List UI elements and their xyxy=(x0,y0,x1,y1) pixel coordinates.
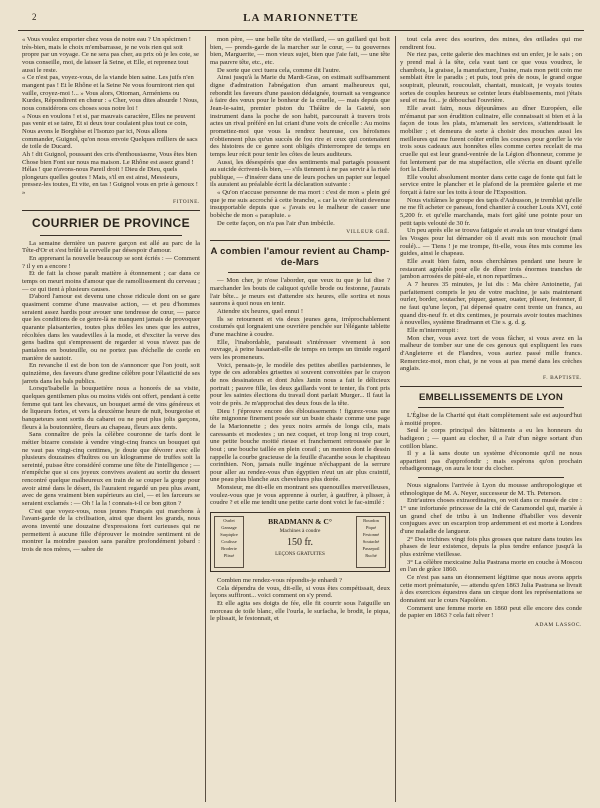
column-divider xyxy=(395,36,396,802)
paragraph: De cette façon, on n'a pas l'air d'un imbécile. xyxy=(217,219,335,227)
paragraph: tout cela avec des sourires, des mines, des œillades qui me rendirent fou. xyxy=(400,36,582,51)
paragraph: L'Église de la Charité qui était complètement sale est aujourd'hui à moitié propre. xyxy=(400,411,582,427)
author-signature: FITOINE. xyxy=(172,198,200,205)
poem-block xyxy=(22,36,200,197)
heading-rule xyxy=(40,235,182,236)
paragraph: Seul le corps principal des bâtiments a eu les honneurs du badigeon ; — quant au clocher, il a l'air d'un nègre sortant d'un cotillon blanc. xyxy=(400,427,582,450)
section-heading: EMBELLISSEMENTS DE LYON xyxy=(419,391,563,403)
masthead xyxy=(18,6,584,31)
paragraph: A 7 heures 35 minutes, je lui dis : Ma chère Antoinette, j'ai parfaitement compris le jeu de votre machine, je sais maintenant ourler, border, soutacher, piquer, ganser, ouater, plisser, festonner, il ne faut qu'une leçon, j'ai dépensé quatre cent trente un francs, au quand dix-neuf fr. et dix centimes, je pourrais avoir toutes machines à nouvelles, système Bradmann et Cie s. g. d. g. xyxy=(400,281,582,327)
paragraph: Entr'autres choses extraordinaires, on voit dans ce musée de cire : 1° une infortunée princesse de la cité de Caramondel qui, mariée à un grand chef de tribu à un Indienne d'habiller vos devenir conjugues avec un escarpion trop ardemment et est morte à Londres d'une maladie de langueur. xyxy=(400,497,582,536)
paragraph: Cela dépendra de vous, dit-elle, si vous êtes compétissait, deux leçons suffiront... voici comment on s'y prend. xyxy=(210,584,390,600)
ad-item: Passepoil xyxy=(362,546,380,552)
ad-center xyxy=(247,517,353,557)
paragraph: Ah ! dit Guignol, poussant des cris d'enthousiasme, Vous êtes bien Chose bien Font sur nous ma maison. Le Rhône est assez grand ! Hélas ! que n'avons-nous Pareil droit ! Dieu de Dieu, quels plongeurs quelles goutes ! Mais, s'il en est ainsi, Messieurs, pressez-les toutes, Et vite, en tas ! Guignol vous en prie à genoux ! » xyxy=(22,150,198,197)
paragraph: Ils se retournent et vis deux jeunes gens, irréprochablement costumés qui lorgnaient une ouvrière penchée sur l'élégante tablette d'une machine à coudre. xyxy=(210,315,390,338)
paragraph: De sorte que ceci tuera cela, comme dit l'autre. xyxy=(217,66,341,74)
column-2 xyxy=(210,36,390,802)
paragraph: Combien me rendez-vous répondis-je enhardi ? xyxy=(217,577,343,585)
column-1 xyxy=(22,36,200,802)
paragraph: Ainsi jusqu'à la Marie du Mardi-Gras, on estimait suffisamment digne d'admiration l'abnégation d'un amant malheureux qui, rebondit les faveurs d'une passion dédaignée, tournait sa vengeance à faire des vœux pour le bonheur de la cruelle, — mais depuis que Jean-le-saint, premier piston du Théâtre de la Gaieté, son instrument dans la poche de son habit, parcourait à travers trois actes un rival préféré en lui criant d'une voix de crécelle : Au moins promettez-moi que vous la rendrez heureuse, ces héroïsmes n'obtiennent plus qu'un succès de fou rire et ceux qui contenaient des histoires de ce genre sont obligés d'interrompre de temps en temps leur récit pour tenir les côtes de leurs auditeurs. xyxy=(210,74,390,158)
paragraph: Monsieur, me dit-elle en montrant ses quenouilles merveilleuses, voulez-vous que je vous apprenne à ourler, à gauffrer, à plisser, à coudre ? et elle me tendit une petite carte dont voici le fac-similé : xyxy=(210,484,390,507)
ad-item: Soutaché xyxy=(362,539,380,545)
author-signature: ADAM LASSOC. xyxy=(534,621,582,628)
ad-price: 150 fr. xyxy=(286,537,314,549)
paragraph: Il y a là sans doute un système d'économie qu'il ne nous appartient pas d'approfondir ; mais espérons qu'on prochain rebadigeonnage, on aura le tour du clocher. xyxy=(400,450,582,473)
ad-item: Plissé xyxy=(223,553,235,559)
paragraph: « Vous voulez emporter chez vous de notre eau ? Un spécimen ! très-bien, mais le choix m'embarrasse, je ne vois rien qui soit propre par un voyage. Ce ne sera pas cher, au prix où je les cote, se vous conseille, moi, de laisser là Seine, et Elle, et reprenez tout aussi le reste. xyxy=(22,36,199,74)
ad-item: Gansage xyxy=(221,525,237,531)
ad-item: Surpiqûre xyxy=(220,532,238,538)
ad-item: Coulisse xyxy=(221,539,237,545)
ad-left-list xyxy=(214,516,244,568)
ad-item: Ourlet xyxy=(223,518,235,524)
paragraph: Un peu après elle se trouva fatiguée et avala un tour vinaigré dans les Vosges pour lui démander où il avait mis son mouchoir (mal roulé)... — Tiens ! je me trompe, fit-elle, vous êtes mis comme les guides, ainsi le chapeau. xyxy=(400,227,582,258)
ad-item: Bourdon xyxy=(363,518,379,524)
paragraph: Aussi, les désespérés que des sentiments mal partagés poussent au suicide écrivent-ils bien, — s'ils tiennent à ne pas servir à la risée publique, — d'insérer dans une de leurs poches un papier sur lequel ils auraient au préalable écrit la déclaration suivante : xyxy=(210,158,390,189)
paragraph: Lorsqu'Isabelle la bouquetière nous a honorés de sa visite, quelques gentilsmen plus ou moins vidés ont offert, pendant à cette femme qui tant les chevaux, un bouquet armé de vins généreux et de liqueurs fortes, et vers la deuxième heure de nuit, bourgeoise et banqueteurs sont sortis du cabaret ou ne peut plus jolis garçons, fleurs à la boutonnière, fleurs au chapeau, fleurs aux dents. xyxy=(22,385,200,431)
paragraph: mon père, — une belle tête de vieillard, — un guillard qui boit bien, — prends-garde de la marcher sur le cœur, — tu gouvernes bien, Marguerite, — mon vieux sujet, bien que j'aie fait, — une tête ma pauvre tête, etc., etc. xyxy=(210,36,390,66)
paragraph: Sans connaître de près la célèbre couronne de tarfs dont le métier bizarre consiste à vendre vingt-cinq francs un bouquet qui ne vaut pas vingt-cinq centimes, je doute que dévorer avec elle plusieurs douzaines d'huîtres ou un kilogramme de truffes soit la sereinté, puisse être considéré comme une fête de l'intelligence ; — n'empêche que si ces joyeux convives avaient au sortir du dessert rencontré quelque malheureux en train de se couper la gorge pour avoir aimé dans le désert, ils l'auraient regardé un peu plus avant, avec de gens vraiment bien supérieurs au ciel, — et les farceurs se seraient exclamés : — Oh ! la la ! connais-t-il ce bon giton ? xyxy=(22,431,200,508)
column-divider xyxy=(205,36,206,802)
paragraph: « Ce n'est pas, voyez-vous, de la viande bien saine. Les juifs n'en mangent pas ! Et le Rhône et la Seine Ne vous fourniront rien qui vaille, croyez-moi !... » Vous alors, Ottoman, Arméniens ou Kurdes, Répondirent en chœur : « Cher, vous dites absurde ! Nous, nous considérons ces choses sous notre loi ! xyxy=(22,74,199,112)
paragraph: Attendre six heures, quel ennui ! xyxy=(217,308,304,316)
publication-title: LA MARIONNETTE xyxy=(243,12,359,24)
paragraph: La semaine dernière un pauvre garçon est allé au parc de la Tête-d'Or et s'est brûlé la cervelle par désespoir d'amour. xyxy=(22,239,200,255)
paragraph: — Mon cher, je n'ose l'aborder, que veux tu que je lui dise ? marchander les bouts de caliquot qu'elle brode ou festonne, j'aurais l'air bête... je meurs est d'attendre six heures, elle sortira et nous saurons à quoi nous en tenir. xyxy=(210,277,390,308)
paragraph: C'est que voyez-vous, nous jeunes Français qui marchons à l'avant-garde de la civilisation, ainsi que disent les grands, nous avons inventé une douzaine d'expressions fort curieuses qui ne permettent à aucune fille d'éprouver le moindre sentiment ni de montrer la moindre passion sans paraître profondément jobard : trois de nos mères, — sabre de xyxy=(22,507,200,554)
paragraph: Nous visitâmes le groupe des tapis d'Aubusson, je tremblai qu'elle ne me fît acheter ce paneau, fond chantier à coucher Louis XVI, coté 5,200 fr. et qu'elle marchanda, mais fort gâté une pointe pour un petit tapis velouté de 30 fr. xyxy=(400,196,582,227)
paragraph: En revanche il est de bon ton de s'annoncer que l'on jouit, soit quinzième, des faveurs d'une gredine célèbre pour l'élasticité de ses jarrets dans les bals publics. xyxy=(22,362,200,385)
author-signature: F. BAPTISTE. xyxy=(543,374,582,381)
paragraph: Elle avait faim, nous déjeunâmes au dîner Européen, elle m'émanut par son érudition culinaire, elle connaissait si bien et à la façon de tous les plats, m'amenait les services, s'attendrissait le mobilier ; et demeura de sorte à choisir des mouches aussi les meilleures qui me furent coûter enfin les courses pour gonfler la vie trois sous cadeaux aux honnêtes elles comme certes recelait de ma cruelle qui est leur grand-ventrée de la Légion d'honneur, comme je fut lentement par de ma stupéfaction, elle s'écria en disant qu'elle fort la Liberté. xyxy=(400,104,582,174)
section-rule xyxy=(22,210,200,211)
paragraph: Voici, pensais-je, le modèle des petites abeilles parisiennes, le type de ces adorables grisettes si souvent convoitées par le crayon de nos dessinateurs et dont Jules Janin nous a fait le délicieux portrait ; pauvre fille, les deux gaillards vont te tenter, ils t'ont pris pour les saintes élections du travail dont parlait Murger... Il faut la voir de près. Je m'approchai des deux fous de la tête. xyxy=(210,361,390,407)
columns xyxy=(18,36,584,802)
heading-rule xyxy=(228,272,372,273)
paragraph: Elle avait bien faim, nous cherchâmes pendant une heure le restaurant agréable pour elle de dîner trois énormes tranches de jambon arrosées de pâté-ale, et non repartîmes... xyxy=(400,258,582,281)
ad-item: Festonné xyxy=(362,532,380,538)
ad-item: Piqué xyxy=(365,525,377,531)
author-signature: VILLEUR GRÉ. xyxy=(346,229,390,236)
paragraph: « Nous en voulons ! et si, par mauvais caractère, Elles ne peuvent pas venir et se taire, Et si deux tour coulaient plus tout ce coin, Nous avons le Borghèse et l'Isonzo par ici, Nous allons commander, Guignol, qu'on nous envoie Quelques milliers de sacs de toile de Ducard. xyxy=(22,112,198,151)
ad-note: LEÇONS GRATUITES xyxy=(275,551,325,558)
ad-line: Machines à coudre xyxy=(279,528,321,535)
paragraph: 2° Des trichines vingt fois plus grosses que nature dans toutes les phases de leur existence, depuis la plus tendre enfance jusqu'à la plus extrême vieillesse. xyxy=(400,535,582,559)
ad-item: Broderie xyxy=(221,546,237,552)
paragraph: Elle m'interrompit : xyxy=(407,326,459,334)
paragraph: Comment une femme morte en 1860 peut elle encore des conde de papier en 1863 ? cela fait rêver ! xyxy=(400,604,582,620)
paragraph: Mon cher, vous avez tort de vous fâcher, si vous avez en la malheur de tomber sur une de ces genoux qui expliquent les rues d'Angleterre et de Flandres, vous auriez passé mille francs. Remerciez-moi, mon chat, je ne vous ai pas mené dans les crèches anglais. xyxy=(400,334,582,373)
section-heading: COURRIER DE PROVINCE xyxy=(31,215,191,230)
ad-right-list xyxy=(356,516,386,568)
paragraph: Dieu ! j'éprouve encore des éblouissements ! figurez-vous une tête mignonne finement posée sur un buste chaste comme une page de la Marionnette ; des yeux noirs armés de longs cils, mais caressants et modestes ; un nez coquet, et trop long ni trop court, une petite bouche moitié rieuse et franchement retroussée par le bout ; une bouche taillée en plein corail ; un menton dont le dessin rappelle la courbe gracieuse de la feuille d'acanthe sous le chapiteau corinthien. Non, jamais nulle ingénue n'échappant de la serrure pour aller au rendez-vous d'un égyptien n'eut un air plus craintif, une peau plus blanche aux chevelures plus dorée. xyxy=(210,407,390,484)
section-rule xyxy=(418,477,564,478)
section-rule xyxy=(400,386,582,387)
ad-item: Ruché xyxy=(365,553,377,559)
ad-brand: BRADMANN & C° xyxy=(268,517,332,527)
paragraph: Et elle agita ses doigts de fée, elle fit courrir sous l'aiguille un morceau de toile blanc, elle l'ourla, le surfacha, le brodit, le piqua, le plissait, le festonnait, et xyxy=(210,600,390,623)
paragraph: Nous signalons l'arrivée à Lyon du mousse anthropologique et ethnologique de M. A. Neyer, successeur de M. Th. Peterson. xyxy=(400,482,582,497)
paragraph: Elle, l'inabordable, paraissait s'intéresser vivement à son ouvrage, à peine hasardait-elle de temps en temps un timide regard vers les promeneurs. xyxy=(210,338,390,361)
paragraph: Ce n'est pas sans un étonnement légitime que nous avons appris cette mort prématurée, — attendu qu'en 1863 Julia Pastrana se livrait à des exercices équestres dans un cirque dont les représentations se donnaient sur le cours Napoléon. xyxy=(400,574,582,604)
newspaper-page xyxy=(18,6,584,802)
paragraph: 3° La célèbre mexicaine Julia Pastrana morte en couche à Moscou en l'an de grâce 1860. xyxy=(400,558,582,574)
section-rule xyxy=(210,240,390,241)
paragraph: Et de fait la chose paraît matière à étonnement ; car dans ce temps on meurt moins d'amour que de ramollissement du cerveau ; — ce qui tient à plusieurs causes. xyxy=(22,270,200,293)
article-heading: A combien l'amour revient au Champ-de-Mars xyxy=(210,246,390,269)
paragraph: En apprenant la nouvelle beaucoup se sont écriés : — Comment ? il y en a encore ! xyxy=(22,255,200,270)
paragraph: « Qu'on n'accuse personne de ma mort : c'est de mon « plein gré que je me suis accroché à cette branche, « car la vie m'était devenue insupportable depuis que « j'avais eu le malheur de casser une bobèche de mon « parapluie. » xyxy=(210,189,390,220)
paragraph: D'abord l'amour est devenu une chose ridicule dont on se gare quasiment comme d'une mauvaise action, — et peu d'hommes seraient assez hardis pour avouer une tendresse de cœur, — parce que les conditions de ce genre-là ne manquent jamais de provoquer quarante plaisanteries, toutes plus drôles les unes que les autres, récoltées dans les vaudevilles à la mode, et d'exciter la verve des gens badins qui s'empressent de regarder si vous n'avez pas de pantalons en bouteuille, ou ne portez pas d'échelle de corde en manière de sautoir. xyxy=(22,293,200,362)
paragraph: Ne riez pas, cette galerie des machines est un enfer, je le sais ; on y prend mal à la tête, cela vaut tant ce que vous voudrez, le chambois, la graisse, la manufacture, l'usine, mais mon petit coin me semblait être le paradis ; et puis, tout près de nous, le grand orgue soupirait, pleurait, roucoulait, chantait, musicait, je voyais toutes sortes de couples heureux se ceinter leurs établissements, moi j'étais seul et ma foi... je débouchai l'ouvrière. xyxy=(400,51,582,105)
paragraph: Elle voulut absolument monter dans cette cage de fonte qui fait le service entre le plancher et le plafond de la première galerie et me forçait à faire sur les toits à tour de l'Exposition. xyxy=(400,173,582,197)
column-3 xyxy=(400,36,582,802)
advertisement-card xyxy=(210,512,390,572)
page-number: 2 xyxy=(32,12,37,22)
heading-rule xyxy=(418,407,564,408)
